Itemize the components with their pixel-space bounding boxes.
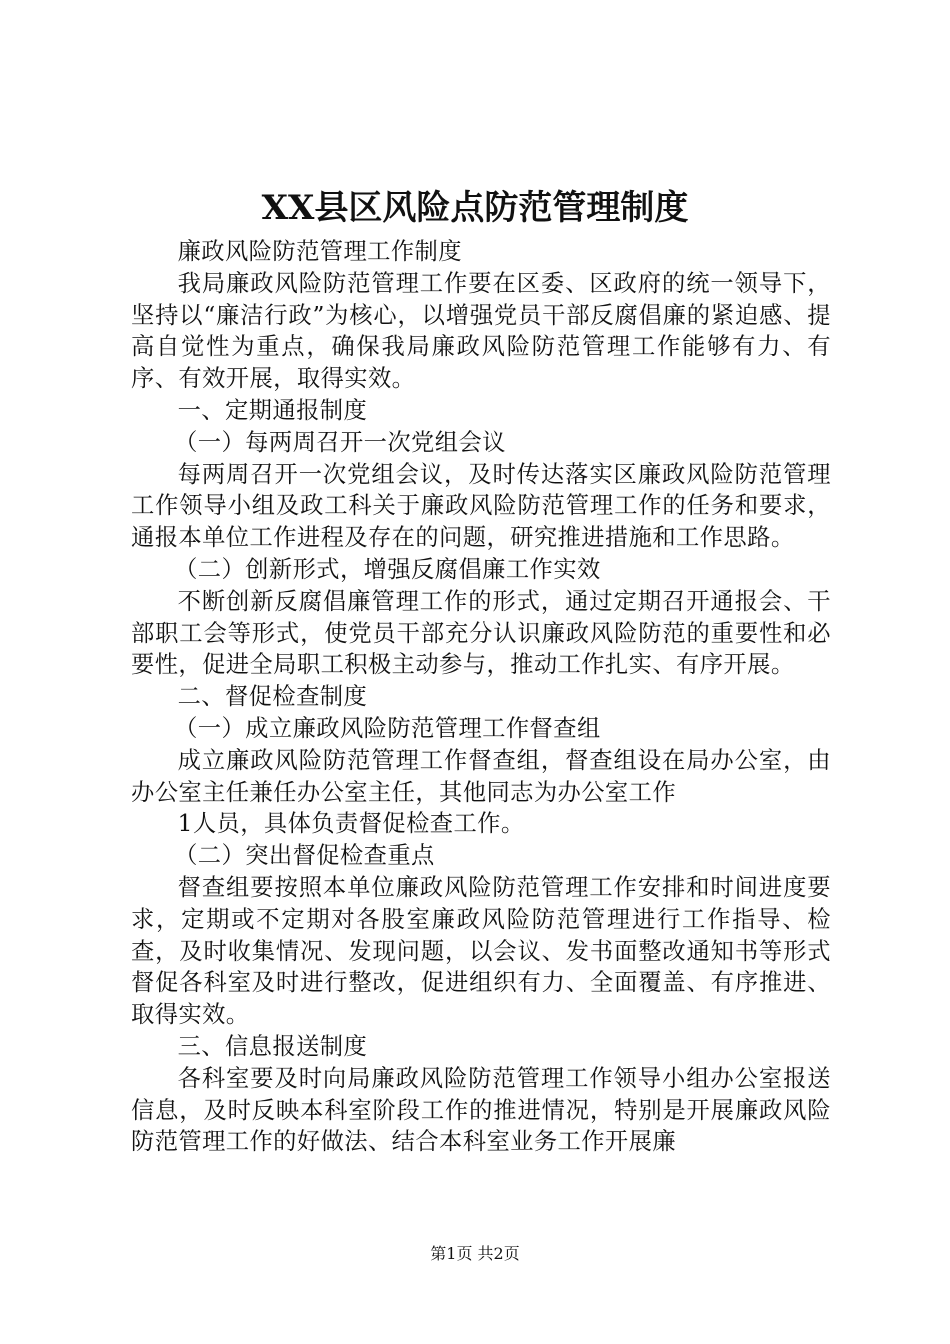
section-heading: 三、信息报送制度	[177, 1032, 368, 1060]
paragraph: 各科室要及时向局廉政风险防范管理工作领导小组办公室报送信息，及时反映本科室阶段工作的推进情况，特别是开展廉政风险防范管理工作的好做法、结合本科室业务工作开展廉	[131, 1064, 831, 1156]
document-title: XX县区风险点防范管理制度	[261, 188, 689, 228]
subsection-heading: （二）突出督促检查重点	[174, 842, 435, 870]
paragraph: 每两周召开一次党组会议，及时传达落实区廉政风险防范管理工作领导小组及政工科关于廉政风险防范管理工作的任务和要求，通报本单位工作进程及存在的问题，研究推进措施和工作思路。	[131, 460, 831, 552]
subsection-heading: （一）每两周召开一次党组会议	[174, 428, 506, 456]
document-body	[131, 236, 831, 1158]
page-footer: 第1页 共2页	[430, 1244, 520, 1263]
paragraph: 廉政风险防范管理工作制度	[177, 238, 462, 265]
paragraph: 成立廉政风险防范管理工作督查组，督查组设在局办公室，由办公室主任兼任办公室主任，其他同志为办公室工作	[131, 746, 831, 806]
section-heading: 一、定期通报制度	[177, 396, 368, 424]
subsection-heading: （二）创新形式，增强反腐倡廉工作实效	[174, 555, 601, 583]
subsection-heading: （一）成立廉政风险防范管理工作督查组	[174, 714, 601, 742]
paragraph: 督查组要按照本单位廉政风险防范管理工作安排和时间进度要求，定期或不定期对各股室廉政风险防范管理进行工作指导、检查，及时收集情况、发现问题，以会议、发书面整改通知书等形式督促各科室及时进行整改，促进组织有力、全面覆盖、有序推进、取得实效。	[131, 873, 831, 1029]
paragraph: 我局廉政风险防范管理工作要在区委、区政府的统一领导下，坚持以“廉洁行政”为核心，以增强党员干部反腐倡廉的紧迫感、提高自觉性为重点，确保我局廉政风险防范管理工作能够有力、有序、有效开展，取得实效。	[131, 269, 831, 393]
paragraph: 不断创新反腐倡廉管理工作的形式，通过定期召开通报会、干部职工会等形式，使党员干部充分认识廉政风险防范的重要性和必要性，促进全局职工积极主动参与，推动工作扎实、有序开展。	[131, 587, 831, 679]
section-heading: 二、督促检查制度	[177, 683, 368, 711]
paragraph: 1人员，具体负责督促检查工作。	[177, 810, 525, 838]
